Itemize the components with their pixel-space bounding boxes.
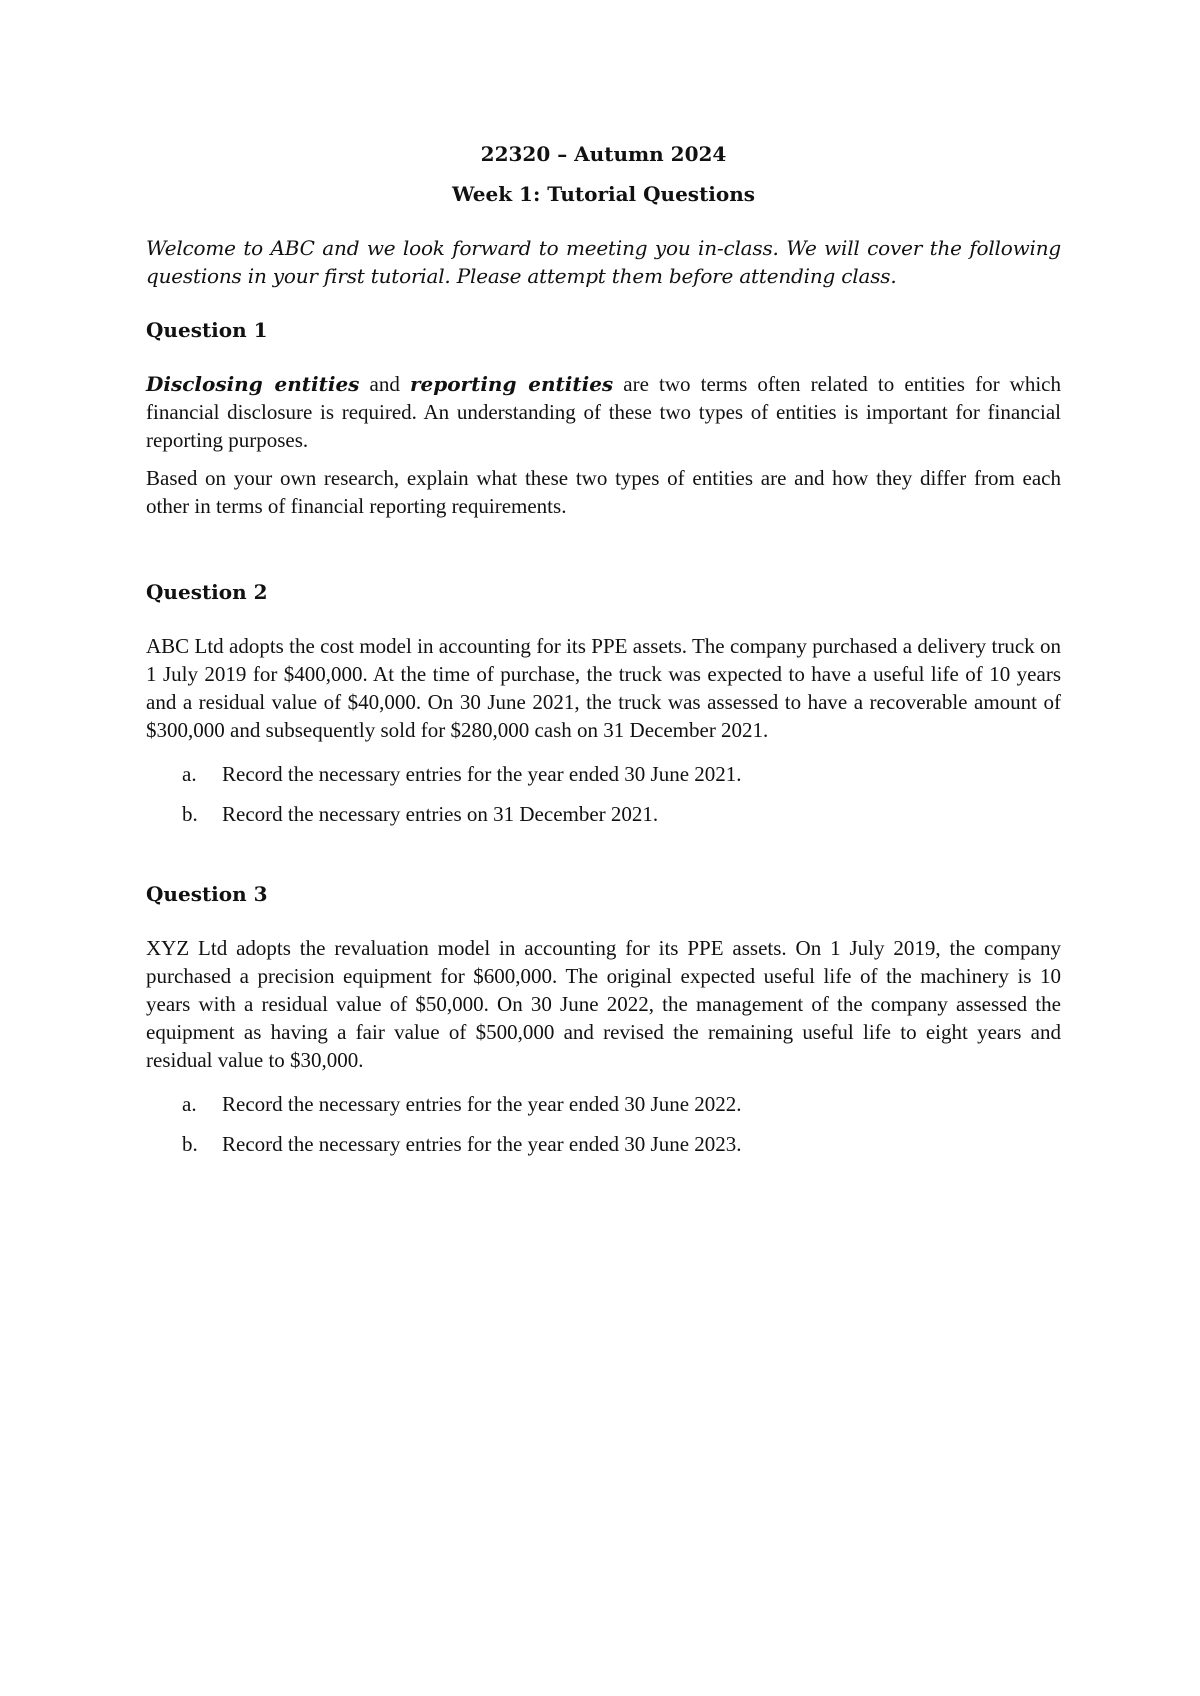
- question-3: [146, 880, 1061, 1158]
- question-1-heading: Question 1: [146, 318, 268, 342]
- question-1-paragraph-1-rest: are two terms often related to entities for which financial disclosure is required. An understanding of these two types of entities is important for financial reporting purposes.: [146, 372, 1061, 452]
- question-3-heading: Question 3: [146, 882, 268, 906]
- list-marker: b.: [182, 1132, 198, 1156]
- week-title: Week 1: Tutorial Questions: [451, 182, 756, 206]
- intro-text: Welcome to ABC and we look forward to meeting you in-class. We will cover the following questions in your first tutorial. Please attempt them before attending class.: [146, 236, 1061, 288]
- list-item: [146, 800, 1061, 828]
- spacer: [146, 530, 1061, 578]
- term-reporting-entities: reporting entities: [409, 372, 614, 396]
- document-page: [146, 140, 1061, 1170]
- list-item: [146, 760, 1061, 788]
- spacer: [146, 840, 1061, 880]
- document-header: [146, 140, 1061, 208]
- question-2-tasks: [146, 760, 1061, 828]
- question-1-paragraph-1: [146, 370, 1061, 454]
- question-3-paragraph: XYZ Ltd adopts the revaluation model in accounting for its PPE assets. On 1 July 2019, the company purchased a precision equipment for $600,000. The original expected useful life of the machinery is 10 years with a residual value of $50,000. On 30 June 2022, the management of the company assessed the equipment as having a fair value of $500,000 and revised the remaining useful life to eight years and residual value to $30,000.: [146, 936, 1061, 1072]
- list-marker: b.: [182, 802, 198, 826]
- list-item: [146, 1090, 1061, 1118]
- list-marker: a.: [182, 762, 197, 786]
- list-marker: a.: [182, 1092, 197, 1116]
- question-1-paragraph-2: Based on your own research, explain what these two types of entities are and how they differ from each other in terms of financial reporting requirements.: [146, 466, 1061, 518]
- question-1: [146, 316, 1061, 520]
- course-title: 22320 – Autumn 2024: [480, 142, 727, 166]
- list-item-text: Record the necessary entries for the year ended 30 June 2023.: [222, 1132, 742, 1156]
- term-connector: and: [359, 372, 410, 396]
- question-2-paragraph: ABC Ltd adopts the cost model in accounting for its PPE assets. The company purchased a delivery truck on 1 July 2019 for $400,000. At the time of purchase, the truck was expected to have a useful life of 10 years and a residual value of $40,000. On 30 June 2021, the truck was assessed to have a recoverable amount of $300,000 and subsequently sold for $280,000 cash on 31 December 2021.: [146, 634, 1061, 742]
- list-item-text: Record the necessary entries for the year ended 30 June 2022.: [222, 1092, 742, 1116]
- question-2-heading: Question 2: [146, 580, 268, 604]
- question-3-tasks: [146, 1090, 1061, 1158]
- list-item-text: Record the necessary entries for the year ended 30 June 2021.: [222, 762, 742, 786]
- list-item: [146, 1130, 1061, 1158]
- term-disclosing-entities: Disclosing entities: [146, 372, 360, 396]
- list-item-text: Record the necessary entries on 31 December 2021.: [222, 802, 659, 826]
- question-2: [146, 578, 1061, 828]
